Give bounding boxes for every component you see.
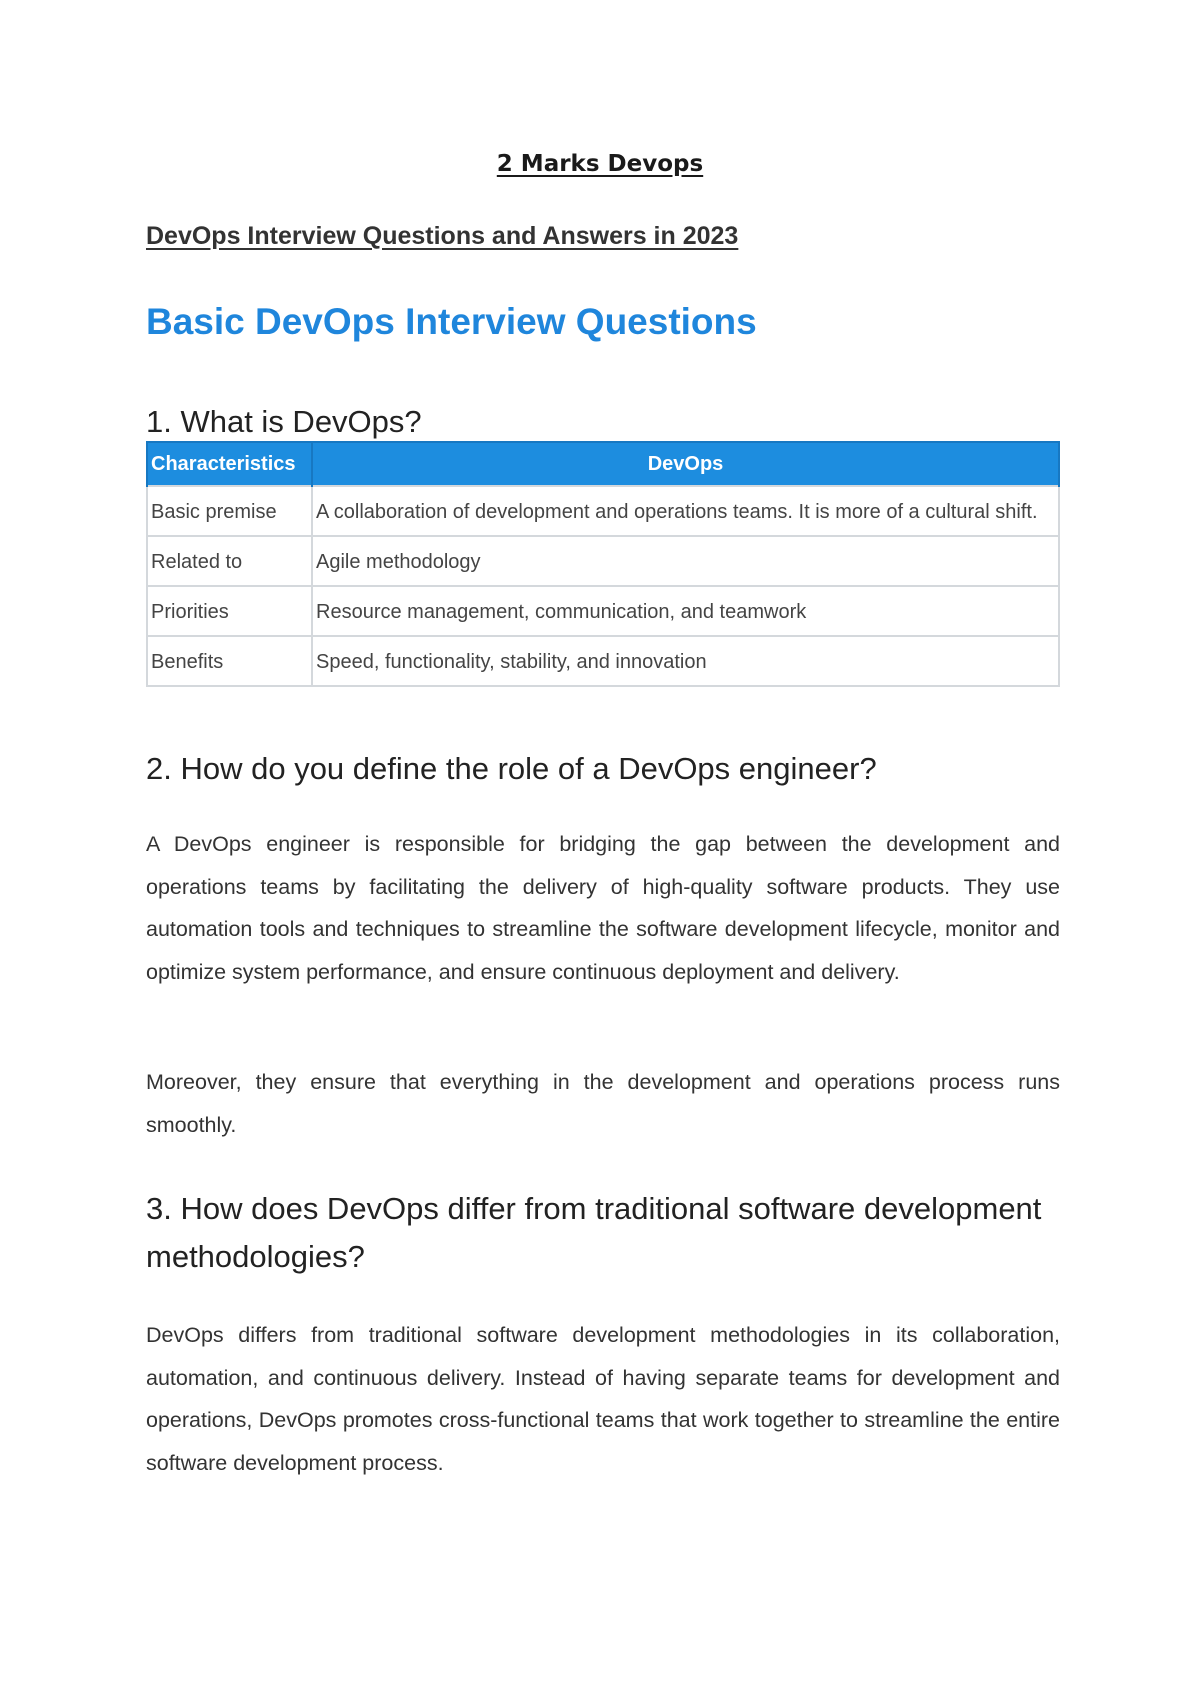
question-1-heading: 1. What is DevOps?	[146, 404, 422, 439]
table-header-characteristics: Characteristics	[147, 442, 312, 486]
table-row	[147, 486, 1059, 536]
table-row	[147, 586, 1059, 636]
table-cell-value: Resource management, communication, and teamwork	[312, 586, 1059, 636]
section-heading: Basic DevOps Interview Questions	[146, 301, 757, 342]
table-header-devops: DevOps	[312, 442, 1059, 486]
table-cell-value: A collaboration of development and operations teams. It is more of a cultural shift.	[312, 486, 1059, 536]
table-cell-label: Basic premise	[147, 486, 312, 536]
question-2-heading: 2. How do you define the role of a DevOps engineer?	[146, 751, 877, 786]
document-title	[0, 151, 1200, 177]
table-row	[147, 636, 1059, 686]
document-title-text: 2 Marks Devops	[496, 151, 704, 177]
question-3-paragraph-1: DevOps differs from traditional software development methodologies in its collaboration, automation, and continuous delivery. Instead of having separate teams for development and operations, DevOps promotes cross-functional teams that work together to streamline the entire software development process.	[146, 1323, 1060, 1475]
table-cell-value: Speed, functionality, stability, and innovation	[312, 636, 1059, 686]
question-3-heading: 3. How does DevOps differ from traditional software development methodologies?	[146, 1191, 1042, 1274]
document-subtitle: DevOps Interview Questions and Answers in 2023	[146, 222, 739, 250]
devops-characteristics-table	[146, 441, 1060, 687]
table-cell-label: Benefits	[147, 636, 312, 686]
table-cell-value: Agile methodology	[312, 536, 1059, 586]
question-2-paragraph-1: A DevOps engineer is responsible for bridging the gap between the development and operations teams by facilitating the delivery of high-quality software products. They use automation tools and techniques to streamline the software development lifecycle, monitor and optimize system performance, and ensure continuous deployment and delivery.	[146, 832, 1060, 984]
table-cell-label: Related to	[147, 536, 312, 586]
table-cell-label: Priorities	[147, 586, 312, 636]
table-row	[147, 536, 1059, 586]
table-header-row	[147, 442, 1059, 486]
question-2-paragraph-2: Moreover, they ensure that everything in the development and operations process runs smoothly.	[146, 1070, 1060, 1137]
